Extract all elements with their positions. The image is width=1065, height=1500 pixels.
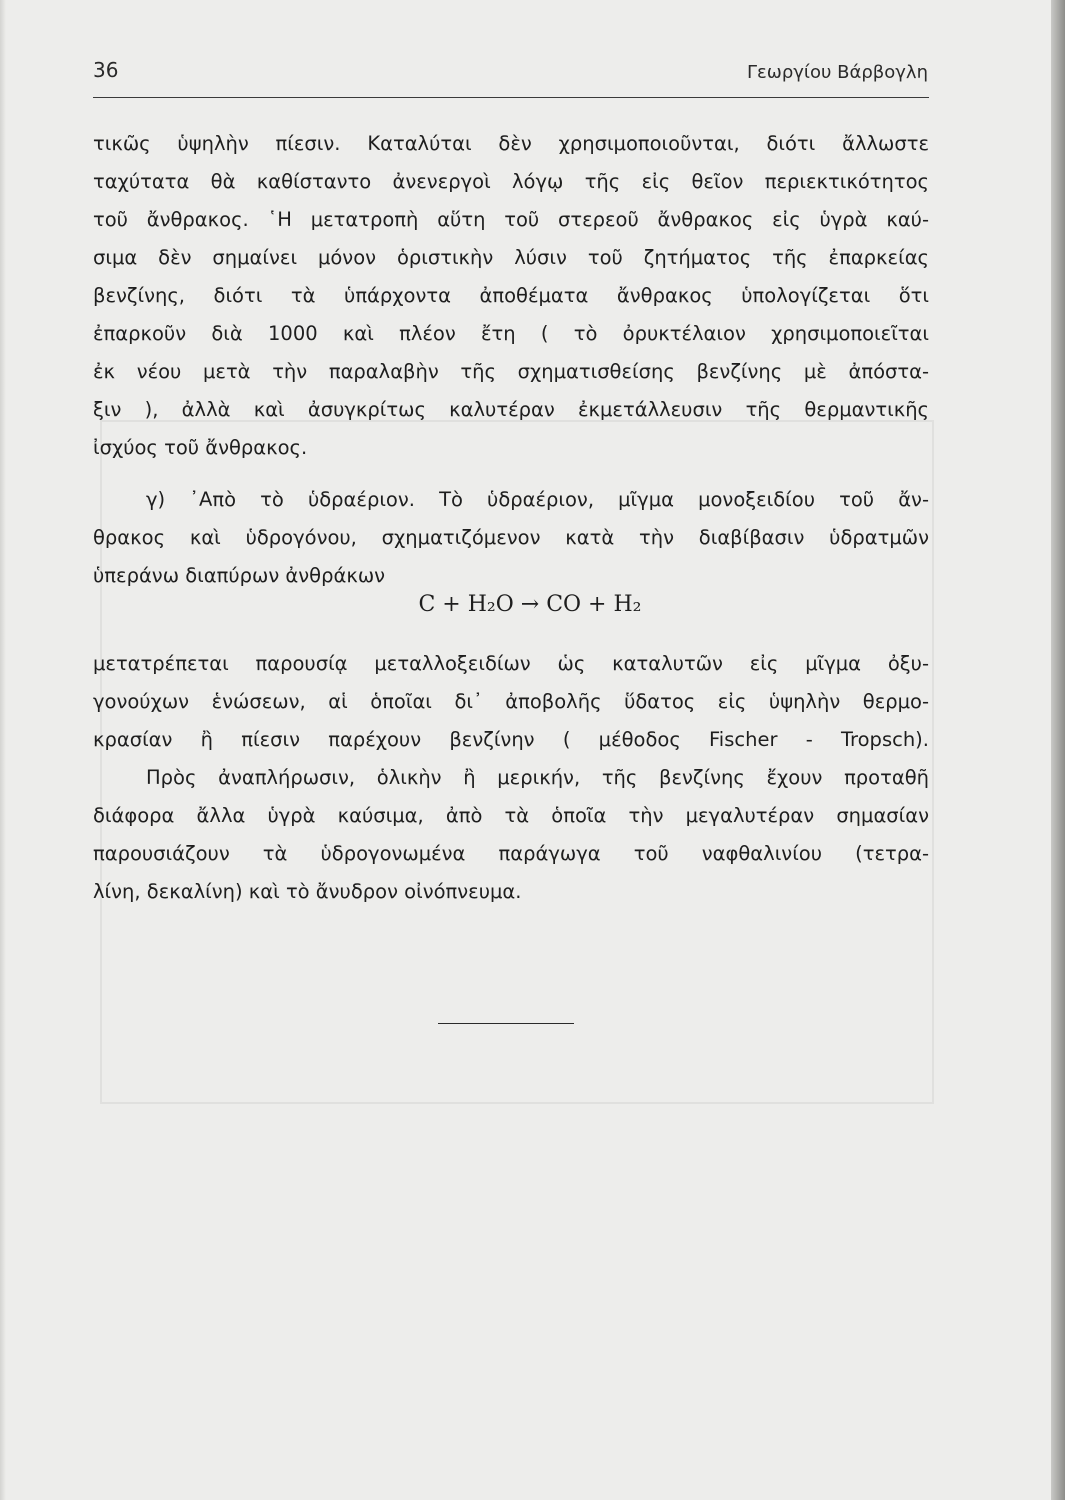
text-line: μετατρέπεται παρουσίᾳ μεταλλοξειδίων ὡς καταλυτῶν εἰς μῖγμα ὀξυ- xyxy=(93,652,929,675)
section-end-rule xyxy=(438,1023,574,1024)
header-rule xyxy=(93,97,929,98)
text-line: λίνη, δεκαλίνη) καὶ τὸ ἄνυδρον οἰνόπνευμα. xyxy=(93,880,522,903)
text-line: ἐκ νέου μετὰ τὴν παραλαβὴν τῆς σχηματισθείσης βενζίνης μὲ ἀπόστα- xyxy=(93,360,929,383)
text-line: κρασίαν ἢ πίεσιν παρέχουν βενζίνην ( μέθοδος Fischer - Tropsch). xyxy=(93,728,929,751)
text-line: γονούχων ἑνώσεων, αἱ ὁποῖαι δι᾽ ἀποβολῆς ὕδατος εἰς ὑψηλὴν θερμο- xyxy=(93,690,929,713)
text-line: τοῦ ἄνθρακος. ῾Η μετατροπὴ αὕτη τοῦ στερεοῦ ἄνθρακος εἰς ὑγρὰ καύ- xyxy=(93,208,929,231)
text-line: διάφορα ἄλλα ὑγρὰ καύσιμα, ἀπὸ τὰ ὁποῖα τὴν μεγαλυτέραν σημασίαν xyxy=(93,804,929,827)
text-line: ταχύτατα θὰ καθίσταντο ἀνενεργοὶ λόγῳ τῆς εἰς θεῖον περιεκτικότητος xyxy=(93,170,929,193)
running-head: Γεωργίου Βάρβογλη xyxy=(746,62,928,83)
page-left-shadow xyxy=(0,0,6,1500)
text-line: θρακος καὶ ὑδρογόνου, σχηματιζόμενον κατὰ τὴν διαβίβασιν ὑδρατμῶν xyxy=(93,526,929,549)
text-line: βενζίνης, διότι τὰ ὑπάρχοντα ἀποθέματα ἄνθρακος ὑπολογίζεται ὅτι xyxy=(93,284,929,307)
text-line: ὑπεράνω διαπύρων ἀνθράκων xyxy=(93,564,386,587)
text-line: σιμα δὲν σημαίνει μόνον ὁριστικὴν λύσιν τοῦ ζητήματος τῆς ἐπαρκείας xyxy=(93,246,929,269)
text-line: παρουσιάζουν τὰ ὑδρογονωμένα παράγωγα τοῦ ναφθαλινίου (τετρα- xyxy=(93,842,929,865)
text-line: τικῶς ὑψηλὴν πίεσιν. Καταλύται δὲν χρησιμοποιοῦνται, διότι ἄλλωστε xyxy=(93,132,929,155)
text-line: ξιν ), ἀλλὰ καὶ ἀσυγκρίτως καλυτέραν ἐκμετάλλευσιν τῆς θερμαντικῆς xyxy=(93,398,929,421)
text-line: Πρὸς ἀναπλήρωσιν, ὁλικὴν ἢ μερικήν, τῆς βενζίνης ἔχουν προταθῆ xyxy=(146,766,929,789)
chemical-equation: C + H₂O → CO + H₂ xyxy=(418,592,642,617)
text-line: ἐπαρκοῦν διὰ 1000 καὶ πλέον ἔτη ( τὸ ὀρυκτέλαιον χρησιμοποιεῖται xyxy=(93,322,929,345)
text-line: γ) ᾽Απὸ τὸ ὑδραέριον. Τὸ ὑδραέριον, μῖγμα μονοξειδίου τοῦ ἄν- xyxy=(146,488,929,511)
page-right-shadow xyxy=(1051,0,1065,1500)
page-number: 36 xyxy=(93,58,119,82)
bleed-through-shadow xyxy=(100,420,934,1104)
text-line: ἰσχύος τοῦ ἄνθρακος. xyxy=(93,436,308,459)
